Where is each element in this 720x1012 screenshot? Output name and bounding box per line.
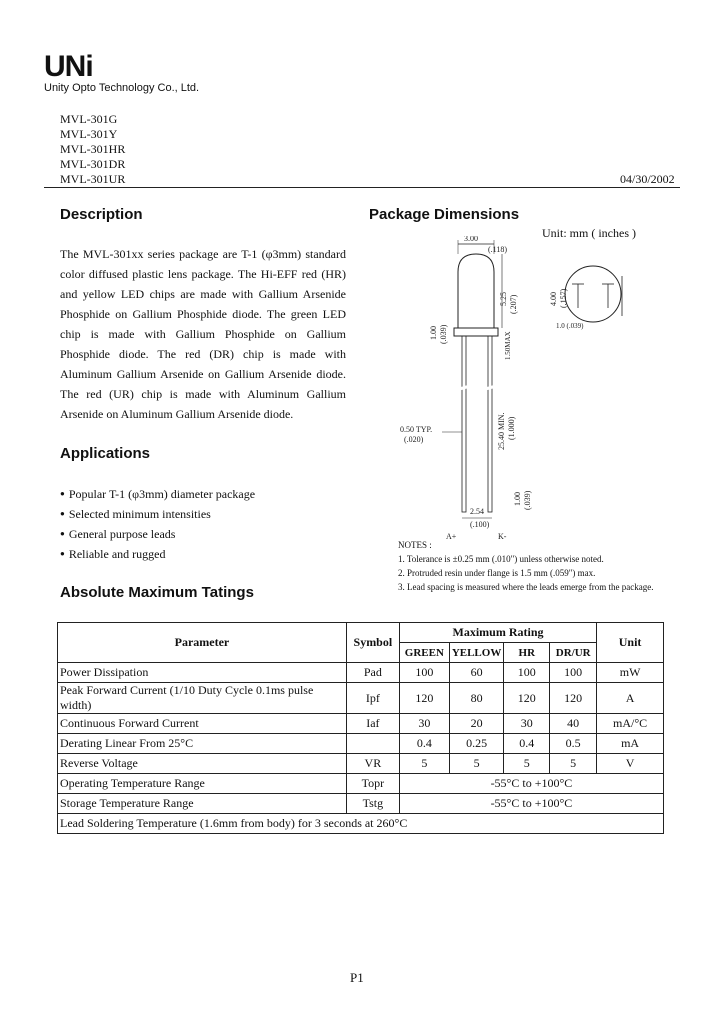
cell-symbol: VR [346, 754, 399, 774]
units-label: Unit: mm ( inches ) [542, 226, 636, 240]
note-item: 1. Tolerance is ±0.25 mm (.010") unless otherwise noted. [398, 554, 604, 564]
page-number: P1 [350, 970, 364, 985]
list-item: ● Selected minimum intensities [60, 504, 255, 524]
cell-symbol [346, 734, 399, 754]
model-item: MVL-301UR [60, 172, 126, 186]
table-row [58, 683, 664, 714]
cell-value: 120 [399, 683, 449, 714]
cell-value: 5 [504, 754, 550, 774]
dim-lead-width: 0.50 TYP. [400, 425, 433, 434]
cell-value: 80 [449, 683, 504, 714]
note-item: 2. Protruded resin under flange is 1.5 mm (.059") max. [398, 568, 596, 578]
cell-unit: mW [597, 663, 664, 683]
cell-footer: Lead Soldering Temperature (1.6mm from body) for 3 seconds at 260°C [58, 814, 664, 834]
list-item: ● General purpose leads [60, 524, 255, 544]
cell-symbol: Topr [346, 774, 399, 794]
model-item: MVL-301HR [60, 142, 126, 156]
cell-value: -55°C to +100°C [399, 794, 663, 814]
cell-unit: mA/°C [597, 714, 664, 734]
header-yellow: YELLOW [449, 643, 504, 663]
package-heading: Package Dimensions [369, 206, 520, 223]
cell-param: Power Dissipation [58, 663, 347, 683]
cell-value: -55°C to +100°C [399, 774, 663, 794]
model-item: MVL-301G [60, 112, 118, 126]
dim-body-height: 5.25 [499, 292, 508, 306]
description-text: The MVL-301xx series package are T-1 (φ3mm) standard color diffused plastic lens package. The Hi-EFF red (HR) and yellow LED chips are made with Gallium Arsenide Phosphide on Gallium Phosphide diode. The green LED chip is made with Gallium Phosphide on Gallium Phosphide diode. The red (DR) chip is made with Aluminum Gallium Arsenide on Gallium Arsenide diode. The red (UR) chip is made with Aluminum Gallium Arsenide on Aluminum Gallium Arsenide diode. [60, 247, 346, 421]
cell-value: 100 [504, 663, 550, 683]
company-logo: UNi [44, 50, 93, 83]
dim-spacing: 2.54 [470, 507, 484, 516]
cell-symbol: Tstg [346, 794, 399, 814]
cathode-label: K- [498, 532, 507, 540]
table-row [58, 734, 664, 754]
dim-flange-in: (.039) [439, 324, 448, 344]
dim-body-height-in: (.207) [509, 294, 518, 314]
cell-value: 0.5 [550, 734, 597, 754]
cell-value: 5 [550, 754, 597, 774]
package-drawing [370, 236, 670, 540]
cell-value: 60 [449, 663, 504, 683]
lead-anode [462, 336, 466, 512]
model-item: MVL-301DR [60, 157, 126, 171]
cell-symbol: Pad [346, 663, 399, 683]
header-max-rating: Maximum Rating [399, 623, 596, 643]
cell-param: Reverse Voltage [58, 754, 347, 774]
cell-value: 120 [550, 683, 597, 714]
cell-value: 100 [399, 663, 449, 683]
cell-value: 120 [504, 683, 550, 714]
list-item: ● Popular T-1 (φ3mm) diameter package [60, 484, 255, 504]
description-heading: Description [60, 206, 143, 223]
cell-symbol: Iaf [346, 714, 399, 734]
table-row [58, 774, 664, 794]
model-list [60, 112, 125, 187]
dim-lead-length-in: (1.000) [507, 416, 516, 440]
table-row [58, 794, 664, 814]
dim-lead-bottom: 1.00 [513, 492, 522, 506]
company-name: Unity Opto Technology Co., Ltd. [44, 82, 200, 94]
cell-value: 5 [399, 754, 449, 774]
led-body-outline [458, 254, 494, 328]
package-notes [398, 538, 653, 594]
cell-value: 30 [504, 714, 550, 734]
led-top-view [565, 266, 621, 322]
table-row [58, 814, 664, 834]
dim-side-height: 4.00 [549, 292, 558, 306]
cell-unit: V [597, 754, 664, 774]
dim-lead-bottom-in: (.039) [523, 490, 532, 510]
cell-value: 0.25 [449, 734, 504, 754]
cell-param: Derating Linear From 25°C [58, 734, 347, 754]
header-green: GREEN [399, 643, 449, 663]
table-row [58, 663, 664, 683]
dim-spacing-in: (.100) [470, 520, 490, 529]
cell-value: 5 [449, 754, 504, 774]
notes-title: NOTES : [398, 540, 432, 550]
cell-symbol: Ipf [346, 683, 399, 714]
header-divider [44, 187, 680, 188]
table-row [58, 754, 664, 774]
header-dr-ur: DR/UR [550, 643, 597, 663]
cell-value: 100 [550, 663, 597, 683]
cell-value: 0.4 [504, 734, 550, 754]
cell-param: Peak Forward Current (1/10 Duty Cycle 0.1ms pulse width) [58, 683, 347, 714]
dim-lead-width-in: (.020) [404, 435, 424, 444]
dim-side-height-in: (.157) [559, 288, 568, 308]
anode-label: A+ [446, 532, 457, 540]
cell-unit: A [597, 683, 664, 714]
header-unit: Unit [597, 623, 664, 663]
dim-top-diameter-in: (.118) [488, 245, 508, 254]
document-date: 04/30/2002 [620, 172, 675, 186]
cell-param: Continuous Forward Current [58, 714, 347, 734]
table-row [58, 714, 664, 734]
ratings-heading: Absolute Maximum Tatings [60, 584, 254, 601]
cell-unit: mA [597, 734, 664, 754]
dim-side-width: 1.0 (.039) [556, 322, 584, 330]
header-parameter: Parameter [58, 623, 347, 663]
cell-value: 0.4 [399, 734, 449, 754]
cell-param: Operating Temperature Range [58, 774, 347, 794]
cell-param: Storage Temperature Range [58, 794, 347, 814]
applications-heading: Applications [60, 445, 151, 462]
ratings-table [57, 622, 664, 834]
led-flange [454, 328, 498, 336]
cell-value: 40 [550, 714, 597, 734]
cell-value: 30 [399, 714, 449, 734]
note-item: 3. Lead spacing is measured where the leads emerge from the package. [398, 582, 654, 592]
lead-cathode [488, 336, 492, 512]
dim-flange: 1.00 [429, 326, 438, 340]
header-symbol: Symbol [346, 623, 399, 663]
dim-protrusion: 1.50MAX [504, 331, 512, 360]
applications-list [60, 484, 255, 564]
dim-top-diameter: 3.00 [464, 236, 478, 243]
list-item: ● Reliable and rugged [60, 544, 255, 564]
header-hr: HR [504, 643, 550, 663]
dim-lead-length: 25.40 MIN. [497, 412, 506, 450]
model-item: MVL-301Y [60, 127, 118, 141]
cell-value: 20 [449, 714, 504, 734]
